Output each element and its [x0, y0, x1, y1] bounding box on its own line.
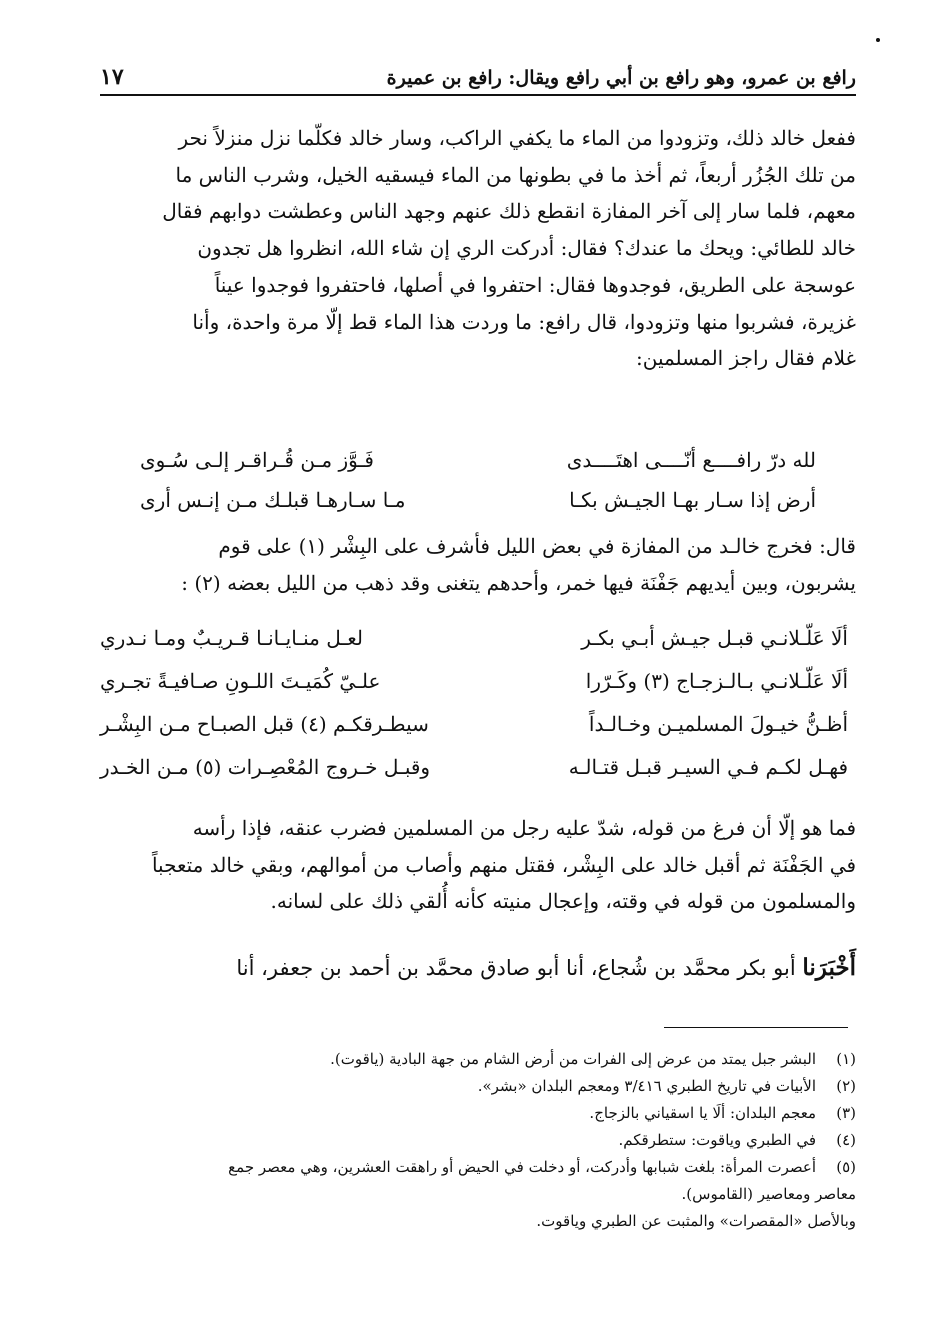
text-line: يشربون، وبين أيديهم جَفْنَة فيها خمر، وأحدهم يتغنى وقد ذهب من الليل بعضه (٢) :	[181, 570, 856, 595]
text-line: قال: فخرج خالـد من المفازة في بعض الليل فأشرف على البِشْر (١) على قوم	[218, 534, 856, 558]
footnote	[100, 1046, 856, 1073]
verse-first-hemistich: أظـنُّ خيـولَ المسلميـن وخـالـداً	[588, 712, 848, 736]
verse-first-hemistich: فهـل لكـم فـي السيـر قبـل قتـالـه	[568, 755, 848, 779]
text-line: من تلك الجُزُر أربعاً، ثم أخذ ما في بطونها من الماء فيسقيه الخيل، وشرب الناس ما	[175, 162, 856, 187]
footnote-continuation: معاصر ومعاصير (القاموس).	[681, 1185, 856, 1203]
paragraph-1	[100, 120, 856, 377]
poem-1	[140, 440, 816, 520]
footnote-text: في الطبري وياقوت: ستطرقكم.	[618, 1131, 816, 1149]
text-line: والمسلمون من قوله في وقته، وإعجال منيته كأنه أُلقي ذلك على لسانه.	[270, 889, 856, 914]
text-line: غزيرة، فشربوا منها وتزودوا، قال رافع: ما وردت هذا الماء قط إلّا مرة واحدة، وأنا	[192, 309, 856, 334]
footnote	[100, 1127, 856, 1154]
footnote-text: الأبيات في تاريخ الطبري ٣/٤١٦ ومعجم البلدان «بشر».	[477, 1077, 816, 1095]
verse-line	[100, 746, 848, 789]
verse-first-hemistich: لله درّ رافــــع أنّــــى اهتَــــدى	[566, 448, 816, 472]
isnad-lead-word: أَخْبَرَنا	[802, 954, 856, 981]
text-line: غلام فقال راجز المسلمين:	[636, 346, 856, 371]
footnote	[100, 1073, 856, 1100]
footnote	[100, 1154, 856, 1181]
verse-line	[100, 660, 848, 703]
paragraph-4	[100, 950, 856, 986]
verse-line	[100, 617, 848, 660]
paragraph-3	[100, 810, 856, 920]
paragraph-2	[100, 528, 856, 601]
text-line: معهم، فلما سار إلى آخر المفازة انقطع ذلك عنهم وجهد الناس وعطشت دوابهم فقال	[162, 199, 856, 224]
running-title: رافع بن عمرو، وهو رافع بن أبي رافع ويقال: رافع بن عميرة	[386, 67, 856, 89]
page-header	[100, 56, 856, 96]
footnote-number: (١)	[836, 1050, 856, 1068]
footnote-number: (٣)	[836, 1104, 856, 1122]
isnad-text: أبو بكر محمَّد بن شُجاع، أنا أبو صادق محمَّد بن أحمد بن جعفر، أنا	[236, 956, 803, 980]
page-mark	[876, 38, 880, 42]
verse-second-hemistich: مـا سـارهـا قبلـك مـن إنـس أرى	[140, 488, 406, 512]
verse-second-hemistich: علـيّ كُمَيـتَ اللـونِ صـافيـةً تجـري	[100, 669, 381, 693]
footnote-number: (٥)	[836, 1158, 856, 1176]
footnote-continuation: وبالأصل «المقصرات» والمثبت عن الطبري وياقوت.	[536, 1212, 856, 1230]
footnote-text: البشر جبل يمتد من عرض إلى الفرات من أرض الشام من جهة البادية (ياقوت).	[330, 1050, 816, 1068]
text-line: في الجَفْنَة ثم أقبل خالد على البِشْر، فقتل منهم وأصاب من أموالهم، وبقي خالد متعجباً	[151, 852, 856, 877]
page-number: ١٧	[100, 64, 124, 90]
footnote-separator	[664, 1027, 848, 1028]
footnote-text: معجم البلدان: ألَا يا اسقياني بالزجاج.	[589, 1104, 816, 1122]
verse-first-hemistich: ألَا عَلّـلانـي قبـل جيـش أبـي بكـر	[581, 626, 848, 650]
footnotes	[100, 1046, 856, 1235]
text-line: ففعل خالد ذلك، وتزودوا من الماء ما يكفي الراكب، وسار خالد فكلّما نزل منزلاً نحر	[178, 126, 856, 150]
verse-first-hemistich: أرض إذا سـار بهـا الجيـش بكـا	[569, 488, 816, 512]
footnote-number: (٤)	[836, 1131, 856, 1149]
verse-second-hemistich: فَـوَّز مـن قُـراقـر إلـى سُـوى	[140, 448, 374, 472]
verse-second-hemistich: سيطـرقكـم (٤) قبل الصبـاح مـن البِشْـر	[100, 712, 429, 736]
poem-2	[100, 617, 848, 789]
text-line: عوسجة على الطريق، فوجدوها فقال: احتفروا في أصلها، فاحتفروا فوجدوا عيناً	[214, 272, 856, 297]
verse-first-hemistich: ألَا عَلّـلانـي بـالـزجـاج (٣) وكَـرّرا	[585, 669, 848, 693]
footnote	[100, 1100, 856, 1127]
verse-second-hemistich: وقبـل خـروج المُعْصِـرات (٥) مـن الخـدر	[100, 755, 431, 779]
verse-second-hemistich: لعـل منـايـانـا قـريـبٌ ومـا نـدري	[100, 626, 363, 650]
verse-line	[100, 703, 848, 746]
footnote-number: (٢)	[836, 1077, 856, 1095]
footnote-text: أعصرت المرأة: بلغت شبابها وأدركت، أو دخلت في الحيض أو راهقت العشرين، وهي معصر جمع	[228, 1158, 816, 1176]
text-line: خالد للطائي: ويحك ما عندك؟ فقال: أدركت الري إن شاء الله، انظروا هل تجدون	[197, 236, 856, 261]
verse-line	[140, 440, 816, 480]
text-line: فما هو إلّا أن فرغ من قوله، شدّ عليه رجل من المسلمين فضرب عنقه، فإذا رأسه	[192, 816, 856, 840]
verse-line	[140, 480, 816, 520]
text-line	[100, 950, 856, 986]
